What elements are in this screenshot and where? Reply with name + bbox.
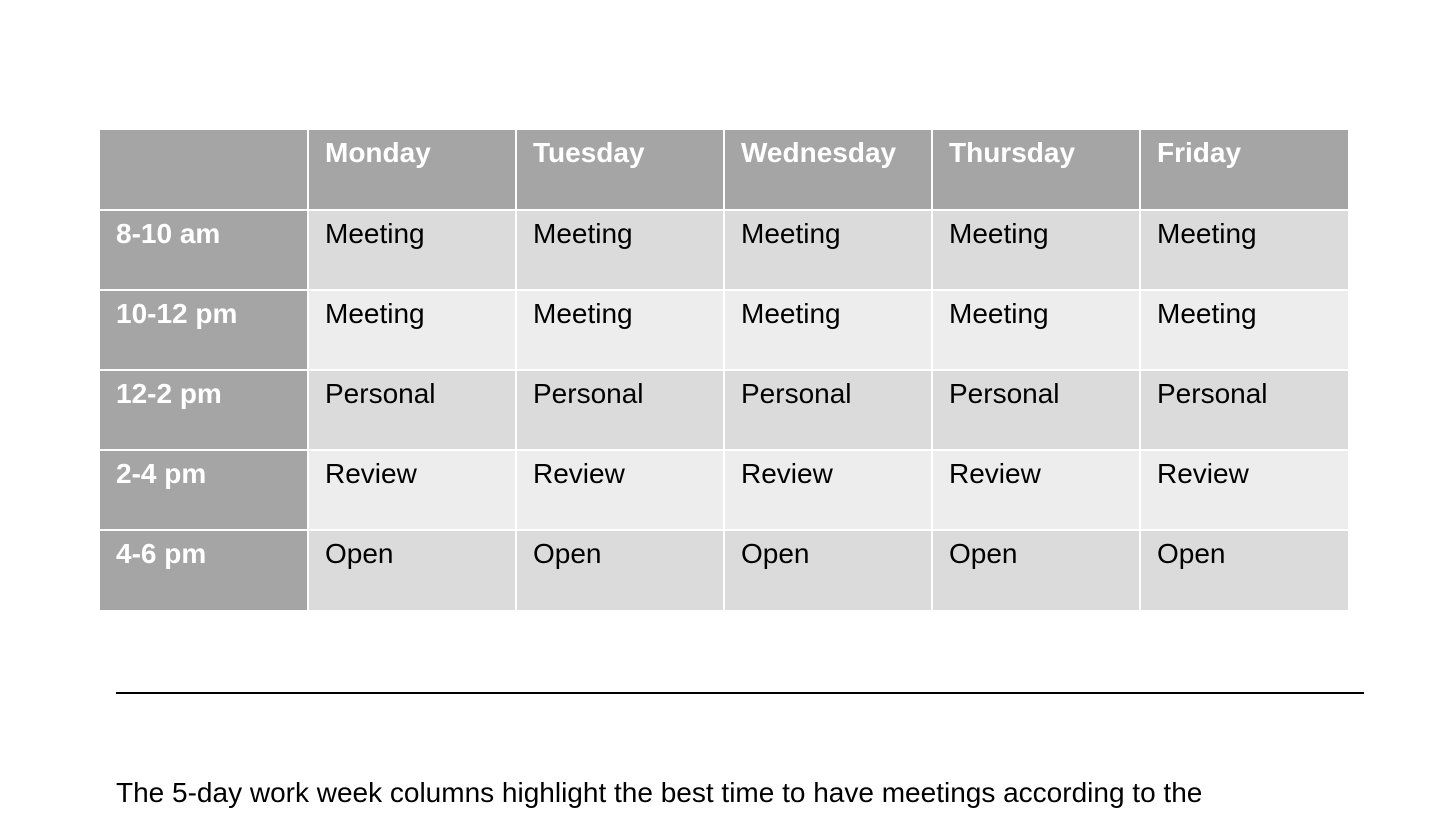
table-cell: Personal	[1140, 370, 1348, 450]
time-slot-label: 4-6 pm	[100, 530, 308, 610]
table-row	[100, 370, 1348, 450]
corner-cell	[100, 130, 308, 210]
table-row	[100, 530, 1348, 610]
table-row	[100, 450, 1348, 530]
horizontal-divider	[116, 692, 1364, 694]
table-cell: Review	[932, 450, 1140, 530]
table-cell: Review	[1140, 450, 1348, 530]
table-cell: Meeting	[1140, 290, 1348, 370]
table-cell: Meeting	[932, 290, 1140, 370]
table-cell: Meeting	[516, 290, 724, 370]
table-row	[100, 210, 1348, 290]
table-cell: Open	[1140, 530, 1348, 610]
table-cell: Personal	[932, 370, 1140, 450]
day-header-thursday: Thursday	[932, 130, 1140, 210]
table-row	[100, 290, 1348, 370]
day-header-tuesday: Tuesday	[516, 130, 724, 210]
time-slot-label: 10-12 pm	[100, 290, 308, 370]
table-cell: Open	[516, 530, 724, 610]
table-cell: Meeting	[308, 210, 516, 290]
table-cell: Meeting	[308, 290, 516, 370]
body-paragraph: The 5-day work week columns highlight the best time to have meetings according to the	[116, 777, 1203, 808]
table-cell: Personal	[308, 370, 516, 450]
schedule-table	[100, 130, 1348, 610]
header-row	[100, 130, 1348, 210]
table-cell: Open	[932, 530, 1140, 610]
table-cell: Meeting	[516, 210, 724, 290]
table-cell: Meeting	[724, 210, 932, 290]
time-slot-label: 2-4 pm	[100, 450, 308, 530]
table-cell: Open	[724, 530, 932, 610]
table-cell: Personal	[724, 370, 932, 450]
table-cell: Meeting	[932, 210, 1140, 290]
day-header-friday: Friday	[1140, 130, 1348, 210]
table-cell: Open	[308, 530, 516, 610]
day-header-wednesday: Wednesday	[724, 130, 932, 210]
table-cell: Review	[724, 450, 932, 530]
time-slot-label: 8-10 am	[100, 210, 308, 290]
table-cell: Personal	[516, 370, 724, 450]
day-header-monday: Monday	[308, 130, 516, 210]
table-cell: Meeting	[1140, 210, 1348, 290]
time-slot-label: 12-2 pm	[100, 370, 308, 450]
table-cell: Meeting	[724, 290, 932, 370]
table-cell: Review	[516, 450, 724, 530]
table-cell: Review	[308, 450, 516, 530]
